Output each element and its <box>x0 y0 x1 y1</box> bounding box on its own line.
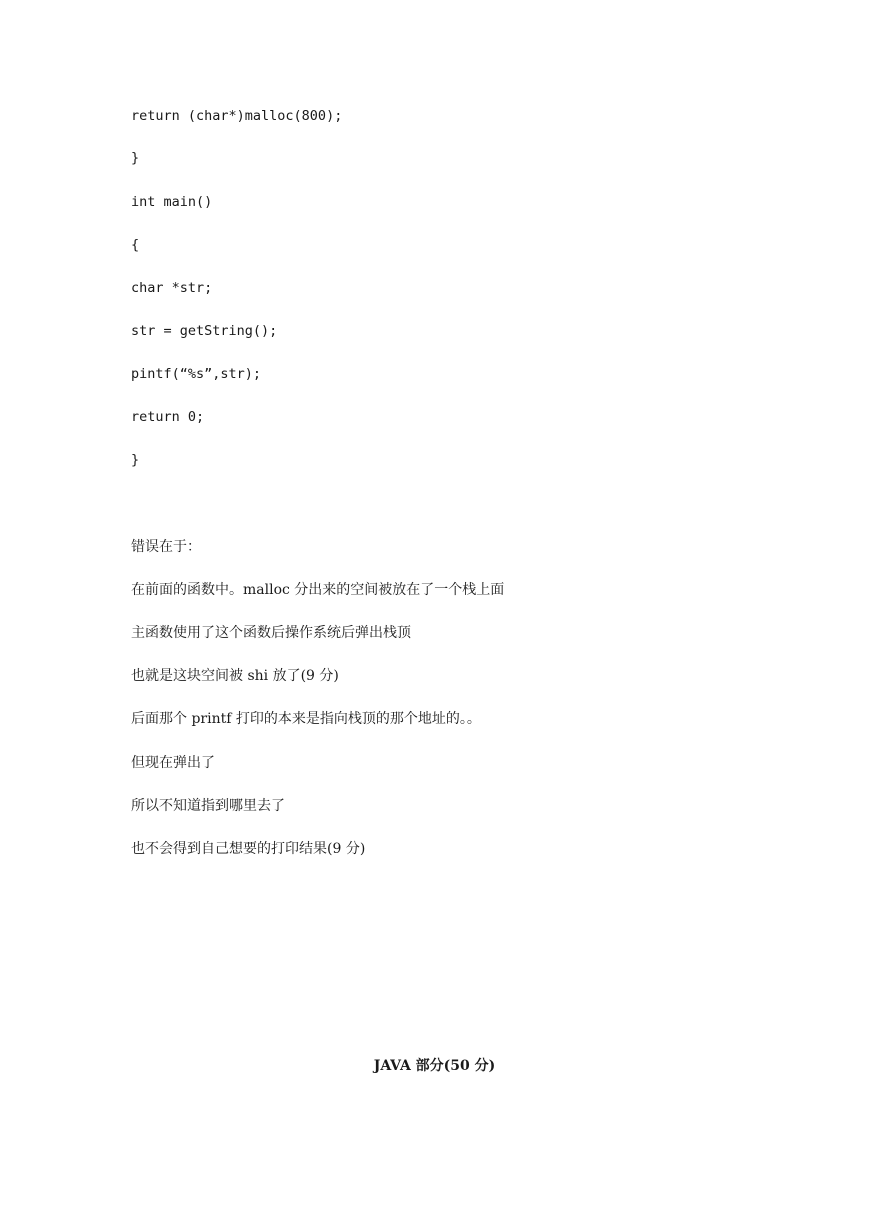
code-line-9: } <box>131 452 140 468</box>
explanation-line-8: 也不会得到自己想要的打印结果(9 分) <box>131 841 366 857</box>
section-heading: JAVA 部分(50 分) <box>373 1058 496 1074</box>
code-line-2: } <box>131 150 140 166</box>
explanation-line-2: 在前面的函数中。malloc 分出来的空间被放在了一个栈上面 <box>131 582 505 598</box>
code-line-6: str = getString(); <box>131 323 278 339</box>
explanation-line-4: 也就是这块空间被 shi 放了(9 分) <box>131 668 339 684</box>
code-line-5: char *str; <box>131 280 213 296</box>
explanation-line-3: 主函数使用了这个函数后操作系统后弹出栈顶 <box>131 625 411 641</box>
explanation-line-1: 错误在于： <box>131 539 201 555</box>
explanation-line-7: 所以不知道指到哪里去了 <box>131 798 285 814</box>
code-line-7: pintf(“%s”,str); <box>131 366 262 382</box>
code-line-4: { <box>131 237 140 253</box>
explanation-line-6: 但现在弹出了 <box>131 755 215 771</box>
explanation-line-5: 后面那个 printf 打印的本来是指向栈顶的那个地址的。。 <box>131 711 481 727</box>
code-line-1: return (char*)malloc(800); <box>131 108 343 124</box>
code-line-3: int main() <box>131 194 213 210</box>
code-line-8: return 0; <box>131 409 205 425</box>
